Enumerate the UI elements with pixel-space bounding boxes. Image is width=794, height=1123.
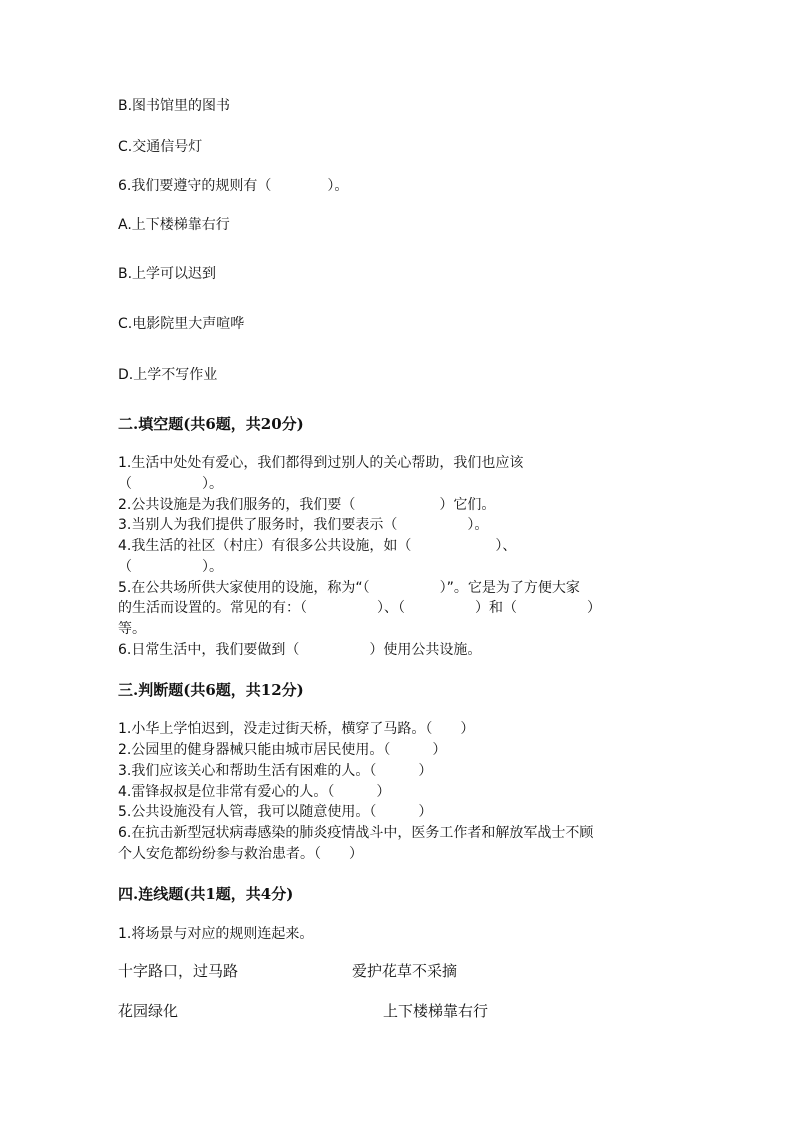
q5-option-c: C.交通信号灯 bbox=[118, 139, 203, 155]
match-left-item: 十字路口，过马路 bbox=[118, 962, 239, 980]
fill-line: （ ）。 bbox=[118, 559, 223, 575]
judge-line: 2.公园里的健身器械只能由城市居民使用。（ ） bbox=[118, 742, 447, 758]
fill-line: 1.生活中处处有爱心，我们都得到过别人的关心帮助，我们也应该 bbox=[118, 455, 524, 471]
judge-line: 6.在抗击新型冠状病毒感染的肺炎疫情战斗中，医务工作者和解放军战士不顾 bbox=[118, 825, 594, 841]
fill-line: 等。 bbox=[118, 621, 146, 637]
match-right-item: 上下楼梯靠右行 bbox=[383, 1002, 489, 1020]
match-right-item: 爱护花草不采摘 bbox=[352, 962, 458, 980]
fill-line: 5.在公共场所供大家使用的设施，称为“（ ）”。它是为了方便大家 bbox=[118, 580, 580, 596]
section4-title: 四.连线题(共1题，共4分) bbox=[118, 885, 294, 903]
match-question: 1.将场景与对应的规则连起来。 bbox=[118, 926, 314, 942]
judge-line: 1.小华上学怕迟到，没走过街天桥，横穿了马路。（ ） bbox=[118, 721, 475, 737]
fill-line: 6.日常生活中，我们要做到（ ）使用公共设施。 bbox=[118, 642, 482, 658]
fill-line: 的生活而设置的。常见的有：（ ）、（ ）和（ ） bbox=[118, 600, 601, 616]
fill-line: （ ）。 bbox=[118, 476, 223, 492]
match-left-item: 花园绿化 bbox=[118, 1002, 179, 1020]
q5-option-b: B.图书馆里的图书 bbox=[118, 98, 231, 114]
judge-line: 5.公共设施没有人管，我可以随意使用。（ ） bbox=[118, 804, 433, 820]
q6-option-b: B.上学可以迟到 bbox=[118, 266, 217, 282]
q6-option-a: A.上下楼梯靠右行 bbox=[118, 217, 230, 233]
q6-option-d: D.上学不写作业 bbox=[118, 367, 218, 383]
q6-question: 6.我们要遵守的规则有（ ）。 bbox=[118, 178, 349, 194]
fill-line: 4.我生活的社区（村庄）有很多公共设施，如（ ）、 bbox=[118, 538, 517, 554]
fill-line: 2.公共设施是为我们服务的，我们要（ ）它们。 bbox=[118, 497, 496, 513]
judge-line: 3.我们应该关心和帮助生活有困难的人。（ ） bbox=[118, 763, 433, 779]
q6-option-c: C.电影院里大声喧哗 bbox=[118, 316, 245, 332]
fill-line: 3.当别人为我们提供了服务时，我们要表示（ ）。 bbox=[118, 517, 489, 533]
section2-title: 二.填空题(共6题，共20分) bbox=[118, 415, 304, 433]
judge-line: 4.雷锋叔叔是位非常有爱心的人。（ ） bbox=[118, 784, 391, 800]
section3-title: 三.判断题(共6题，共12分) bbox=[118, 681, 304, 699]
judge-line: 个人安危都纷纷参与救治患者。（ ） bbox=[118, 846, 363, 862]
